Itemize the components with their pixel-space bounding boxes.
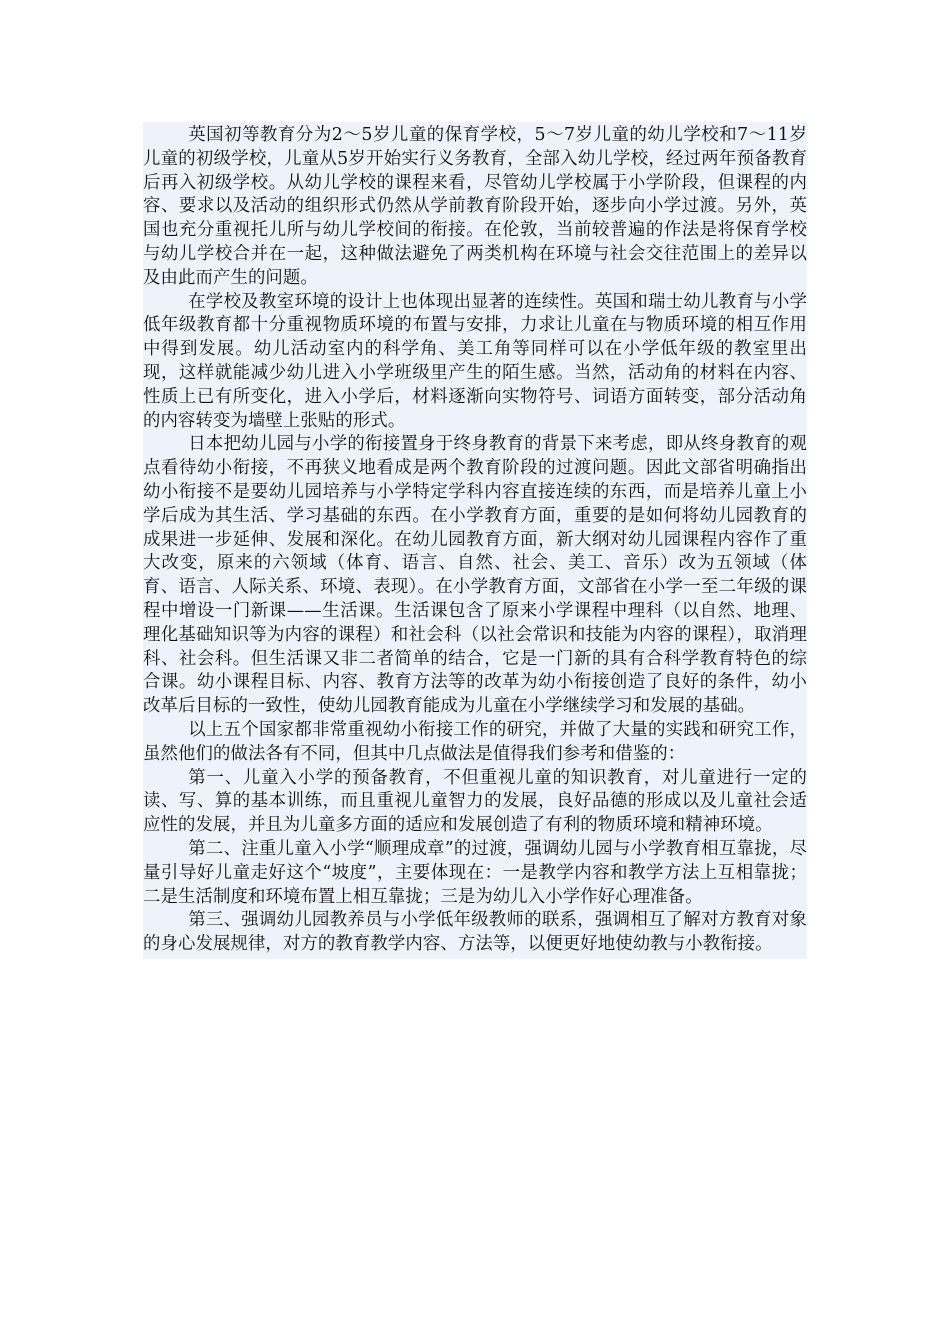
paragraph-britain-primary-education: 英国初等教育分为2～5岁儿童的保育学校，5～7岁儿童的幼儿学校和7～11岁儿童的初级学校，儿童从5岁开始实行义务教育，全部入幼儿学校，经过两年预备教育后再入初级学校。从幼儿学校的课程来看，尽管幼儿学校属于小学阶段，但课程的内容、要求以及活动的组织形式仍然从学前教育阶段开始，逐步向小学过渡。另外，英国也充分重视托儿所与幼儿学校间的衔接。在伦敦，当前较普遍的作法是将保育学校与幼儿学校合并在一起，这种做法避免了两类机构在环境与社会交往范围上的差异以及由此而产生的问题。 (143, 125, 807, 288)
paragraph-point-one: 第一、儿童入小学的预备教育，不但重视儿童的知识教育，对儿童进行一定的读、写、算的基本训练，而且重视儿童智力的发展，良好品德的形成以及儿童社会适应性的发展，并且为儿童多方面的适应和发展创造了有利的物质环境和精神环境。 (143, 767, 807, 836)
article-text-block (143, 122, 807, 959)
paragraph-summary-five-countries: 以上五个国家都非常重视幼小衔接工作的研究，并做了大量的实践和研究工作，虽然他们的做法各有不同，但其中几点做法是值得我们参考和借鉴的： (143, 719, 807, 764)
paragraph-point-three: 第三、强调幼儿园教养员与小学低年级教师的联系，强调相互了解对方教育对象的身心发展规律，对方的教育教学内容、方法等，以便更好地使幼教与小教衔接。 (143, 910, 807, 955)
paragraph-point-two: 第二、注重儿童入小学“顺理成章”的过渡，强调幼儿园与小学教育相互靠拢，尽量引导好儿童走好这个“坡度”，主要体现在：一是教学内容和教学方法上互相靠拢；二是生活制度和环境布置上相互靠拢；三是为幼儿入小学作好心理准备。 (143, 838, 807, 907)
paragraph-japan-lifelong-education: 日本把幼儿园与小学的衔接置身于终身教育的背景下来考虑，即从终身教育的观点看待幼小衔接，不再狭义地看成是两个教育阶段的过渡问题。因此文部省明确指出幼小衔接不是要幼儿园培养与小学特定学科内容直接连续的东西，而是培养儿童上小学后成为其生活、学习基础的东西。在小学教育方面，重要的是如何将幼儿园教育的成果进一步延伸、发展和深化。在幼儿园教育方面，新大纲对幼儿园课程内容作了重大改变，原来的六领域（体育、语言、自然、社会、美工、音乐）改为五领域（体育、语言、人际关系、环境、表现）。在小学教育方面，文部省在小学一至二年级的课程中增设一门新课——生活课。生活课包含了原来小学课程中理科（以自然、地理、理化基础知识等为内容的课程）和社会科（以社会常识和技能为内容的课程），取消理科、社会科。但生活课又非二者简单的结合，它是一门新的具有合科学教育特色的综合课。幼小课程目标、内容、教育方法等的改革为幼小衔接创造了良好的条件，幼小改革后目标的一致性，使幼儿园教育能成为儿童在小学继续学习和发展的基础。 (143, 434, 807, 717)
paragraph-classroom-environment: 在学校及教室环境的设计上也体现出显著的连续性。英国和瑞士幼儿教育与小学低年级教育都十分重视物质环境的布置与安排，力求让儿童在与物质环境的相互作用中得到发展。幼儿活动室内的科学角、美工角等同样可以在小学低年级的教室里出现，这样就能减少幼儿进入小学班级里产生的陌生感。当然，活动角的材料在内容、性质上已有所变化，进入小学后，材料逐渐向实物符号、词语方面转变，部分活动角的内容转变为墙壁上张贴的形式。 (143, 291, 807, 431)
